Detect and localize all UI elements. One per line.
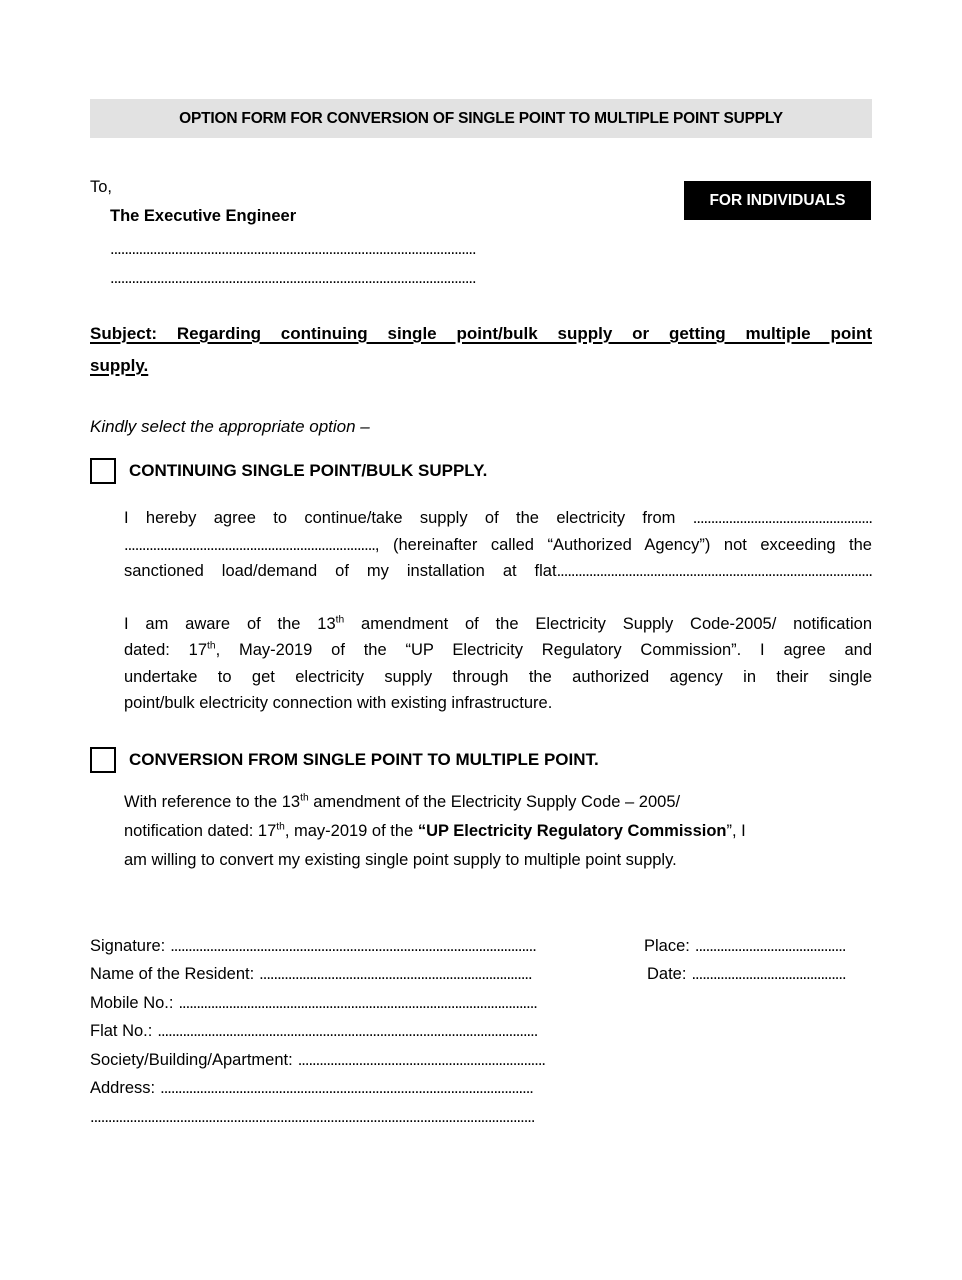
- superscript-th: th: [276, 821, 285, 832]
- paragraph-line: I am aware of the 13th amendment of the Electricity Supply Code-2005/ notification: [124, 614, 872, 633]
- paragraph-line: With reference to the 13th amendment of the Electricity Supply Code – 2005/: [124, 792, 681, 811]
- fill-in-line: ....................................................................................................: [178, 993, 537, 1012]
- superscript-th: th: [300, 792, 309, 803]
- option1-paragraph2: [124, 611, 872, 717]
- fill-in-line: ......................................................................................................: [170, 936, 536, 955]
- option2-checkbox[interactable]: [90, 747, 116, 773]
- form-title: OPTION FORM FOR CONVERSION OF SINGLE POINT TO MULTIPLE POINT SUPPLY: [179, 109, 783, 127]
- superscript-th: th: [335, 614, 345, 625]
- for-individuals-badge-text: FOR INDIVIDUALS: [709, 191, 846, 209]
- fill-in-line: ........................................................................................................: [160, 1079, 533, 1097]
- signature-field-row: [90, 1046, 872, 1075]
- option2-row: [90, 747, 872, 773]
- signature-section: [90, 932, 872, 1132]
- place-field-row: [644, 932, 846, 961]
- fill-in-line: .....................................................................: [297, 1050, 546, 1069]
- signature-label: Signature:: [90, 936, 166, 955]
- option2-paragraph: [124, 788, 872, 875]
- option2-label: CONVERSION FROM SINGLE POINT TO MULTIPLE POINT.: [129, 749, 599, 769]
- fill-in-line: ...........................................: [691, 965, 846, 983]
- option1-checkbox[interactable]: [90, 458, 116, 484]
- fill-in-line: ............................................................................................................................: [90, 1107, 535, 1126]
- flat-no-label: Flat No.:: [90, 1022, 153, 1040]
- superscript-th: th: [207, 640, 216, 652]
- signature-field-row: [90, 989, 872, 1018]
- executive-engineer-label: The Executive Engineer: [110, 207, 297, 225]
- address-label: Address:: [90, 1079, 156, 1097]
- paragraph-line: ......................................................................, (hereinafter called “Authorized Agency”) not exceeding the: [124, 535, 872, 554]
- date-label: Date:: [647, 965, 687, 983]
- option1-row: [90, 458, 872, 484]
- address-blank-line-2: ......................................................................................................: [110, 269, 476, 287]
- fill-in-dots: ......................................................................: [124, 535, 375, 554]
- fill-in-line: ..........................................: [694, 936, 846, 955]
- paragraph-line: am willing to convert my existing single point supply to multiple point supply.: [124, 850, 677, 869]
- subject-heading: [90, 318, 872, 382]
- fill-in-dots: ........................................................................................: [556, 562, 872, 580]
- paragraph-line: notification dated: 17th, may-2019 of the “UP Electricity Regulatory Commission”, I: [124, 821, 746, 840]
- date-field-row: [644, 960, 846, 989]
- address-blank-line-1: ......................................................................................................: [110, 240, 476, 258]
- subject-line-1: Subject: Regarding continuing single point/bulk supply or getting multiple point: [90, 324, 872, 343]
- instruction-text: Kindly select the appropriate option –: [90, 417, 370, 436]
- paragraph-line: sanctioned load/demand of my installation at flat........................................................................................: [124, 562, 872, 580]
- paragraph-line: dated: 17th, May-2019 of the “UP Electricity Regulatory Commission”. I agree and: [124, 640, 872, 659]
- place-date-column: [644, 932, 846, 989]
- mobile-no-label: Mobile No.:: [90, 993, 174, 1012]
- commission-name-bold: “UP Electricity Regulatory Commission: [417, 821, 727, 840]
- resident-name-label: Name of the Resident:: [90, 965, 255, 983]
- option1-label: CONTINUING SINGLE POINT/BULK SUPPLY.: [129, 461, 488, 480]
- to-label: To,: [90, 178, 113, 196]
- society-building-apartment-label: Society/Building/Apartment:: [90, 1050, 293, 1069]
- subject-line-2: supply.: [90, 356, 149, 375]
- signature-field-row: [90, 1103, 872, 1132]
- paragraph-line: I hereby agree to continue/take supply of the electricity from ..................................................: [124, 509, 872, 527]
- fill-in-line: ............................................................................: [259, 965, 532, 983]
- signature-field-row: [90, 1074, 872, 1103]
- form-title-bar: [90, 99, 872, 138]
- fill-in-line: ..........................................................................................................: [157, 1022, 538, 1040]
- paragraph-line: undertake to get electricity supply through the authorized agency in their single: [124, 667, 872, 686]
- fill-in-dots: ..................................................: [692, 509, 872, 527]
- paragraph-line: point/bulk electricity connection with existing infrastructure.: [124, 694, 553, 712]
- signature-field-row: [90, 1017, 872, 1046]
- for-individuals-badge: [684, 181, 871, 220]
- option1-paragraph1: [124, 505, 872, 585]
- place-label: Place:: [644, 936, 690, 955]
